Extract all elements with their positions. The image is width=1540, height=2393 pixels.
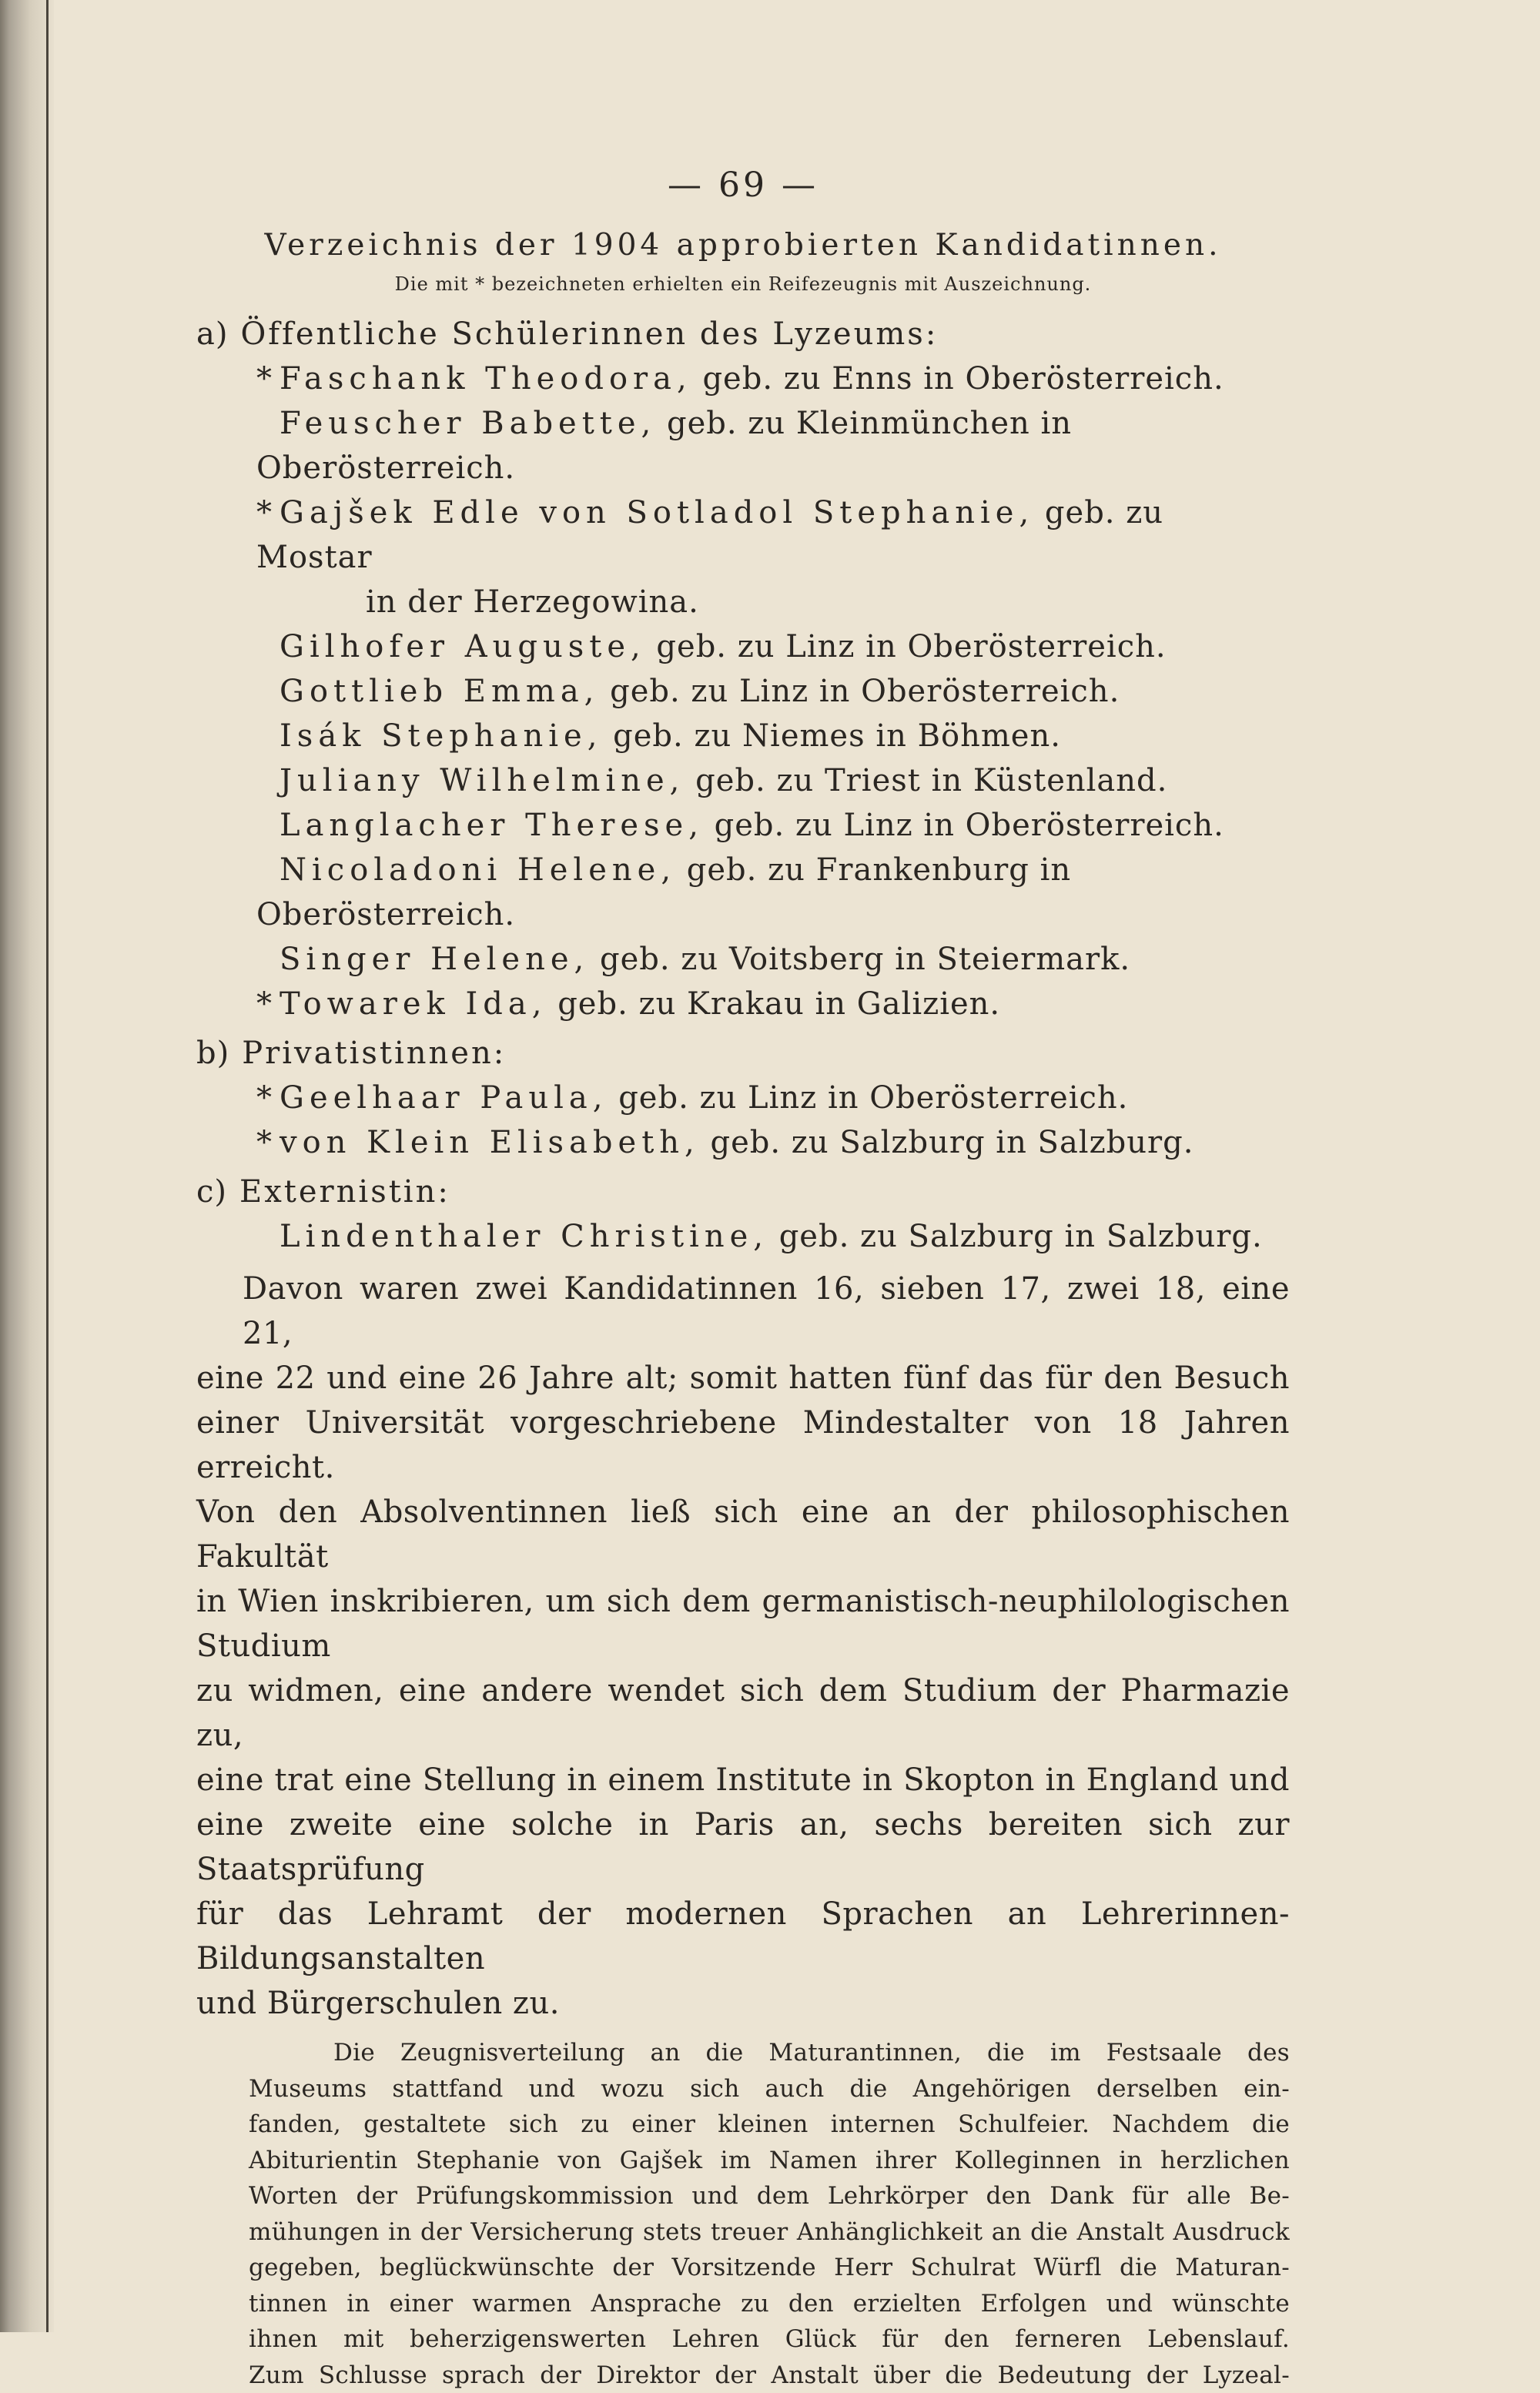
body-paragraph: Davon waren zwei Kandidatinnen 16, sieben 17, zwei 18, eine 21, eine 22 und eine 26 Jahre alt; somit hatten fünf das für den Besuch einer Universität vorgeschriebene Mindestalter von 18 Jahren erreicht. Von den Absolventinnen ließ sich eine an der philosophischen Fakultät in Wien inskribieren, um sich dem germanistisch-neuphilologischen Studium zu widmen, eine andere wendet sich dem Studium der Pharmazie zu, eine trat eine Stellung in einem Institute in Skopton in England und eine zweite eine solche in Paris an, sechs bereiten sich zur Staatsprüfung für das Lehramt der modernen Sprachen an Lehrerinnen-Bildungsanstalten und Bürgerschulen zu.: [196, 1271, 1290, 2021]
section-public-students: [196, 312, 1290, 1026]
list-item: Nicoladoni Helene, geb. zu Frankenburg in Oberösterreich.: [256, 852, 1072, 932]
book-gutter-line: [46, 0, 49, 2332]
small-print-paragraph: Die Zeugnisverteilung an die Maturantinnen, die im Festsaale des Museums stattfand und wozu sich auch die Angehörigen derselben ein- fanden, gestaltete sich zu einer kleinen internen Schulfeier. Nachdem die Abiturientin Stephanie von Gajšek im Namen ihrer Kolleginnen in herzlichen Worten der Prüfungskommission und dem Lehrkörper den Dank für alle Be- mühungen in der Versicherung stets treuer Anhänglichkeit an die Anstalt Ausdruck gegeben, beglückwünschte der Vorsitzende Herr Schulrat Würfl die Maturan- tinnen in einer warmen Ansprache zu den erzielten Erfolgen und wünschte ihnen mit beherzigenswerten Lehren Glück für den ferneren Lebenslauf. Zum Schlusse sprach der Direktor der Anstalt über die Bedeutung der Lyzeal-: [249, 2039, 1290, 2389]
list-item-continuation: in der Herzegowina.: [366, 584, 699, 620]
list-item: * Faschank Theodora, geb. zu Enns in Oberösterreich.: [256, 361, 1224, 397]
list-item: * Gajšek Edle von Sotladol Stephanie, geb. zu Mostar: [256, 495, 1164, 575]
page-number: — 69 —: [668, 166, 819, 205]
list-item: * Towarek Ida, geb. zu Krakau in Galizien.: [256, 986, 1001, 1022]
page-content: [196, 166, 1290, 2393]
list-item: Feuscher Babette, geb. zu Kleinmünchen in Oberösterreich.: [256, 406, 1073, 486]
list-item: Lindenthaler Christine, geb. zu Salzburg in Salzburg.: [280, 1219, 1263, 1254]
section-heading: a) Öffentliche Schülerinnen des Lyzeums:: [196, 316, 939, 352]
list-item: Gilhofer Auguste, geb. zu Linz in Oberösterreich.: [280, 629, 1167, 664]
award-note: Die mit * bezeichneten erhielten ein Reifezeugnis mit Auszeichnung.: [394, 273, 1092, 295]
list-title: Verzeichnis der 1904 approbierten Kandidatinnen.: [264, 228, 1222, 263]
section-external-student: [196, 1170, 1290, 1259]
list-item: * von Klein Elisabeth, geb. zu Salzburg in Salzburg.: [256, 1125, 1194, 1160]
section-private-students: [196, 1031, 1290, 1165]
list-item: Gottlieb Emma, geb. zu Linz in Oberösterreich.: [280, 674, 1120, 709]
list-item: Isák Stephanie, geb. zu Niemes in Böhmen.: [280, 718, 1061, 754]
list-item: * Geelhaar Paula, geb. zu Linz in Oberösterreich.: [256, 1080, 1129, 1116]
list-item: Juliany Wilhelmine, geb. zu Triest in Küstenland.: [280, 763, 1168, 798]
list-item: Langlacher Therese, geb. zu Linz in Oberösterreich.: [280, 808, 1224, 843]
section-heading: c) Externistin:: [196, 1174, 450, 1210]
section-heading: b) Privatistinnen:: [196, 1036, 507, 1071]
list-item: Singer Helene, geb. zu Voitsberg in Steiermark.: [280, 942, 1131, 977]
